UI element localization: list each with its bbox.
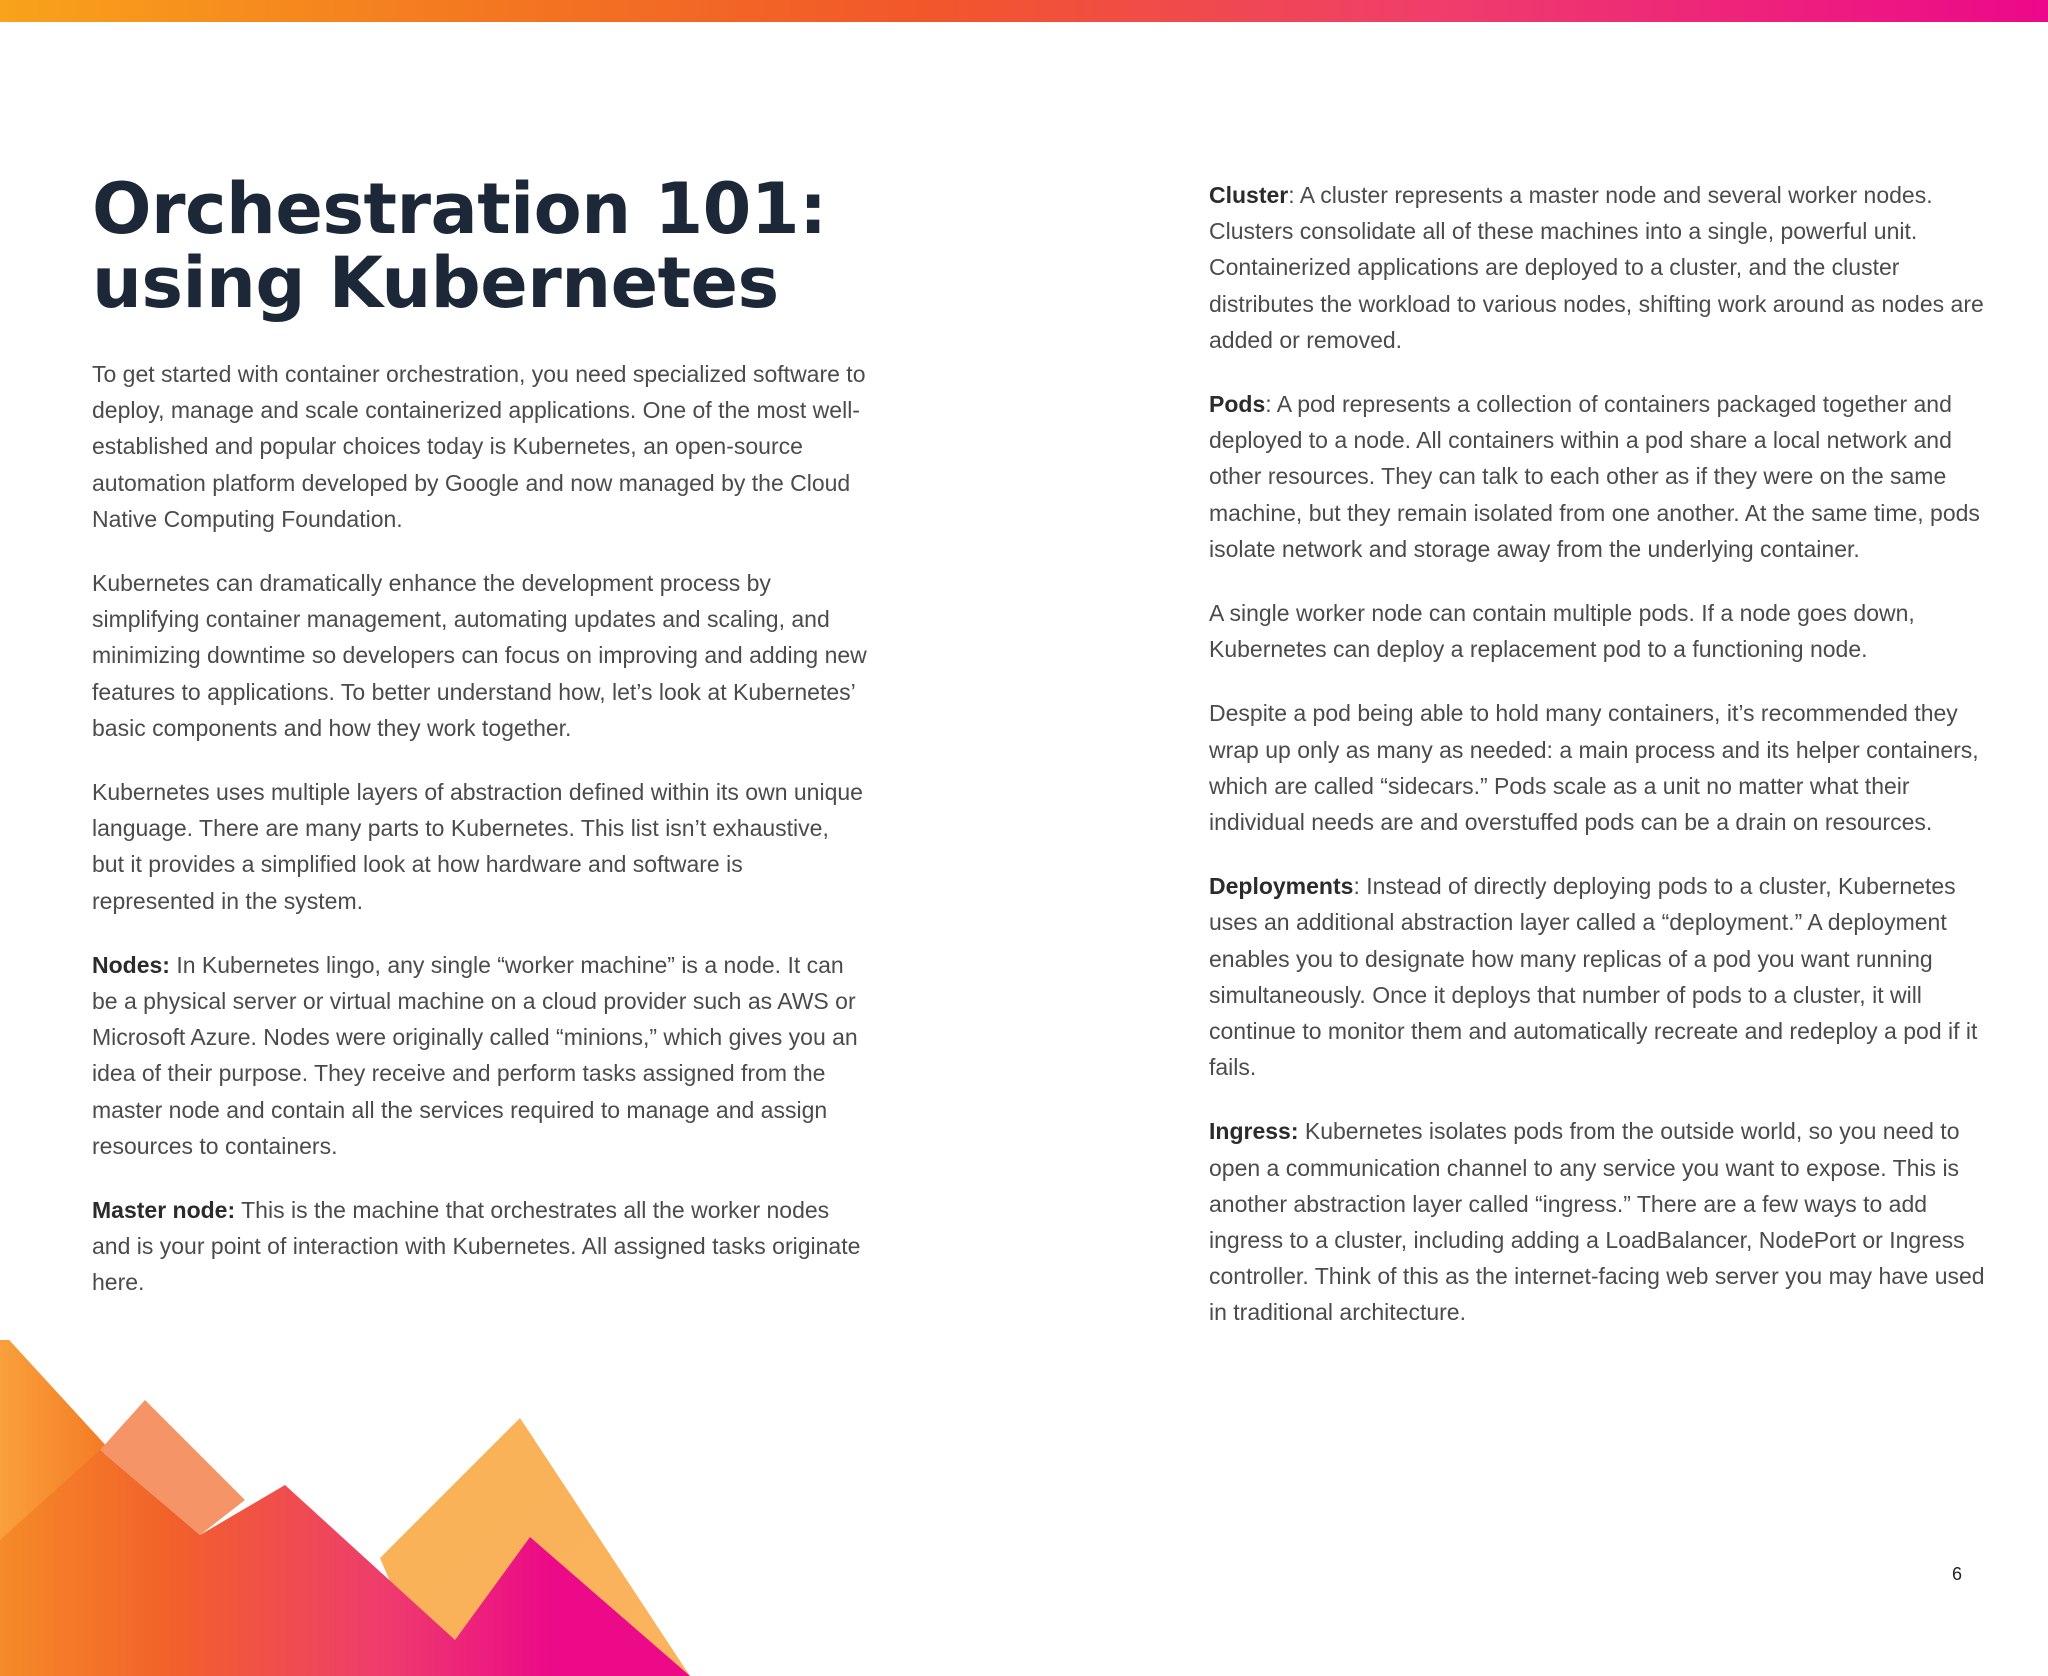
mountain-decoration: [0, 1340, 700, 1676]
pods-paragraph-2: A single worker node can contain multiple pods. If a node goes down, Kubernetes can deploy a replacement pod to a functioning node.: [1209, 600, 1915, 663]
master-node-term: Master node:: [92, 1197, 236, 1224]
top-gradient-bar: [0, 0, 2048, 22]
cluster-term: Cluster: [1209, 182, 1289, 208]
intro-paragraph-1: To get started with container orchestration, you need specialized software to deploy, manage and scale containerized applications. One of the most well-established and popular choices today is Kubernetes, an open-source automation platform developed by Google and now managed by the Cloud Native Computing Foundation.: [92, 361, 866, 532]
pods-paragraph-3: Despite a pod being able to hold many containers, it’s recommended they wrap up only as many as needed: a main process and its helper containers, which are called “sidecars.” Pods scale as a unit no matter what their individual needs are and overstuffed pods can be a drain on resources.: [1209, 700, 1979, 836]
ingress-definition: Kubernetes isolates pods from the outside world, so you need to open a communication channel to any service you want to expose. This is another abstraction layer called “ingress.” There are a few ways to add ingress to a cluster, including adding a LoadBalancer, NodePort or Ingress controller. Think of this as the internet-facing web server you may have used in traditional architecture.: [1209, 1118, 1985, 1326]
nodes-term: Nodes:: [92, 951, 170, 978]
master-node-paragraph: [92, 1192, 867, 1301]
pods-paragraph: [1209, 386, 1989, 567]
deployments-definition: : Instead of directly deploying pods to a cluster, Kubernetes uses an additional abstraction layer called a “deployment.” A deployment enables you to designate how many replicas of a pod you want running simultaneously. Once it deploys that number of pods to a cluster, it will continue to monitor them and automatically recreate and redeploy a pod if it fails.: [1209, 873, 1978, 1081]
right-column: [1209, 177, 1989, 1359]
deployments-paragraph: [1209, 868, 1989, 1085]
cluster-paragraph: [1209, 177, 1989, 358]
page-number: 6: [1951, 1564, 1962, 1584]
ingress-paragraph: [1209, 1113, 1989, 1330]
page-title-line-1: Orchestration 101:: [92, 168, 827, 250]
left-column: [92, 356, 867, 1329]
ingress-term: Ingress:: [1209, 1118, 1299, 1145]
cluster-definition: : A cluster represents a master node and several worker nodes. Clusters consolidate all of these machines into a single, powerful unit. Containerized applications are deployed to a cluster, and the cluster distributes the workload to various nodes, shifting work around as nodes are added or removed.: [1209, 182, 1984, 353]
page-title: [92, 168, 892, 324]
nodes-definition: In Kubernetes lingo, any single “worker machine” is a node. It can be a physical server or virtual machine on a cloud provider such as AWS or Microsoft Azure. Nodes were originally called “minions,” which gives you an idea of their purpose. They receive and perform tasks assigned from the master node and contain all the services required to manage and assign resources to containers.: [92, 951, 858, 1159]
intro-paragraph-2: Kubernetes can dramatically enhance the development process by simplifying container management, automating updates and scaling, and minimizing downtime so developers can focus on improving and adding new features to applications. To better understand how, let’s look at Kubernetes’ basic components and how they work together.: [92, 570, 867, 741]
deployments-term: Deployments: [1209, 873, 1354, 900]
intro-paragraph-3: Kubernetes uses multiple layers of abstraction defined within its own unique language. There are many parts to Kubernetes. This list isn’t exhaustive, but it provides a simplified look at how hardware and software is represented in the system.: [92, 779, 863, 914]
pods-definition: : A pod represents a collection of containers packaged together and deployed to a node. All containers within a pod share a local network and other resources. They can talk to each other as if they were on the same machine, but they remain isolated from one another. At the same time, pods isolate network and storage away from the underlying container.: [1209, 391, 1980, 562]
page-title-line-2: using Kubernetes: [92, 242, 779, 324]
pods-term: Pods: [1209, 391, 1266, 418]
nodes-paragraph: [92, 947, 867, 1164]
master-node-definition: This is the machine that orchestrates all the worker nodes and is your point of interaction with Kubernetes. All assigned tasks originate here.: [92, 1197, 861, 1296]
